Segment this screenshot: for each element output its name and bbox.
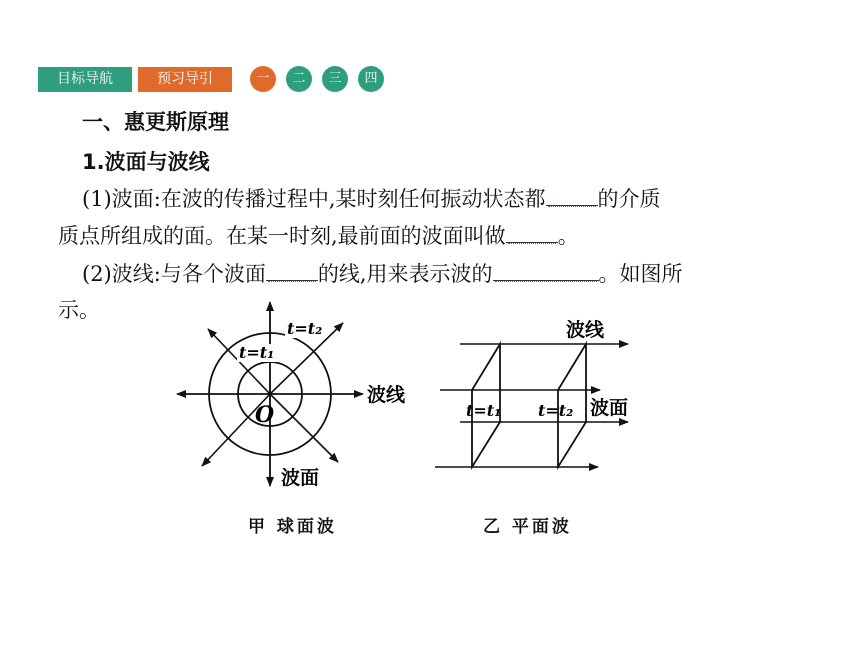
label-front-left: 波面 xyxy=(281,467,320,489)
caption-plane: 乙 平面波 xyxy=(483,517,572,537)
para1-text-d: 。 xyxy=(557,224,579,248)
blank-3 xyxy=(266,260,318,281)
step-1-button[interactable]: 一 xyxy=(250,66,276,92)
ray-se xyxy=(270,394,338,462)
step-3-button[interactable]: 三 xyxy=(322,66,348,92)
para2-text-a: (2)波线:与各个波面 xyxy=(82,262,266,286)
label-ray-right: 波线 xyxy=(566,319,605,341)
tab-preview[interactable]: 预习导引 xyxy=(138,67,232,92)
step-4-button[interactable]: 四 xyxy=(358,66,384,92)
paragraph-2-line-2: 示。 xyxy=(58,298,100,322)
tab-goals[interactable]: 目标导航 xyxy=(38,67,132,92)
label-front-right: 波面 xyxy=(590,397,629,419)
para1-text-b: 的介质 xyxy=(597,187,661,211)
para1-text-c: 质点所组成的面。在某一时刻,最前面的波面叫做 xyxy=(58,224,506,248)
para2-text-b: 的线,用来表示波的 xyxy=(317,262,493,286)
paragraph-1-line-1 xyxy=(82,183,661,213)
label-t1: t=t₁ xyxy=(239,343,275,362)
label-t1-right: t=t₁ xyxy=(466,401,502,420)
blank-1 xyxy=(546,185,598,206)
blank-4 xyxy=(493,260,599,281)
caption-spherical: 甲 球面波 xyxy=(248,517,337,537)
para1-text-a: (1)波面:在波的传播过程中,某时刻任何振动状态都 xyxy=(82,187,546,211)
paragraph-2-line-1 xyxy=(82,258,683,288)
label-t2-right: t=t₂ xyxy=(538,401,574,420)
section-heading: 一、惠更斯原理 xyxy=(82,110,229,134)
paragraph-1-line-2 xyxy=(58,220,579,250)
step-2-button[interactable]: 二 xyxy=(286,66,312,92)
blank-2 xyxy=(506,222,558,243)
plane-wave-figure xyxy=(430,310,650,480)
spherical-wave-figure xyxy=(175,298,425,498)
subsection-heading: 1.波面与波线 xyxy=(82,150,210,174)
nav-bar xyxy=(38,66,394,92)
label-t2: t=t₂ xyxy=(287,319,323,338)
para2-text-c: 。如图所 xyxy=(598,262,683,286)
label-origin: O xyxy=(255,402,275,428)
label-ray-left: 波线 xyxy=(367,384,406,406)
